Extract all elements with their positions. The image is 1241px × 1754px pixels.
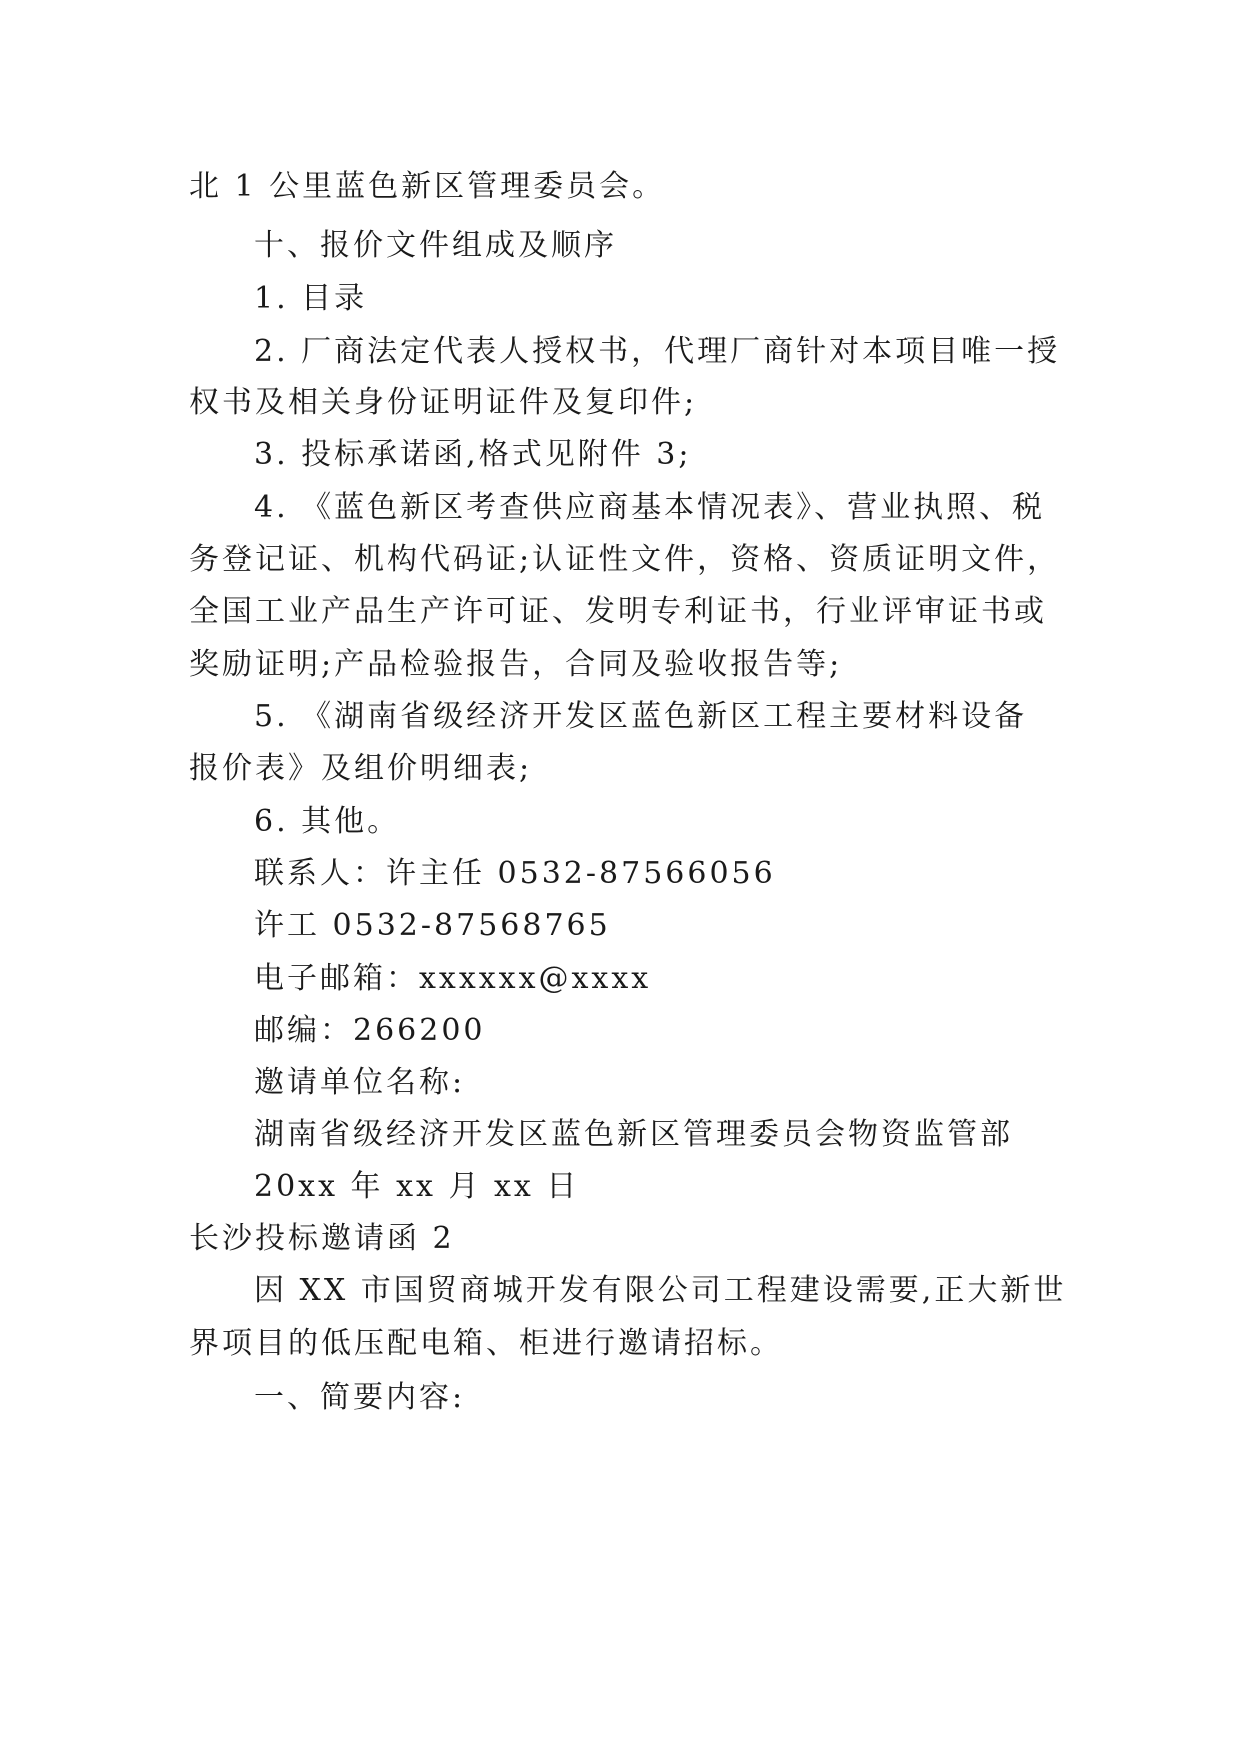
organization-name: 湖南省级经济开发区蓝色新区管理委员会物资监管部 (254, 1117, 1013, 1152)
text-line: 权书及相关身份证明证件及复印件; (189, 385, 698, 420)
email-line: 电子邮箱：xxxxxx@xxxx (254, 961, 652, 996)
date-line: 20xx 年 xx 月 xx 日 (254, 1169, 580, 1204)
section-heading: 一、简要内容: (254, 1380, 466, 1415)
list-item: 2. 厂商法定代表人授权书，代理厂商针对本项目唯一授 (254, 334, 1061, 369)
list-item: 6. 其他。 (254, 804, 401, 839)
contact-person: 许工 0532-87568765 (254, 908, 611, 943)
organization-label: 邀请单位名称: (254, 1065, 466, 1100)
list-item: 1. 目录 (254, 281, 368, 316)
text-line: 因 XX 市国贸商城开发有限公司工程建设需要,正大新世 (254, 1273, 1067, 1308)
contact-person: 联系人：许主任 0532-87566056 (254, 856, 776, 891)
text-line: 务登记证、机构代码证;认证性文件，资格、资质证明文件， (189, 542, 1061, 577)
list-item: 3. 投标承诺函,格式见附件 3; (254, 437, 692, 472)
document-title: 长沙投标邀请函 2 (189, 1221, 455, 1256)
text-line: 北 1 公里蓝色新区管理委员会。 (189, 169, 666, 204)
postcode-line: 邮编：266200 (254, 1013, 486, 1048)
text-line: 奖励证明;产品检验报告，合同及验收报告等; (189, 647, 843, 682)
text-line: 报价表》及组价明细表; (189, 751, 533, 786)
text-line: 全国工业产品生产许可证、发明专利证书，行业评审证书或 (189, 594, 1047, 629)
list-item: 5. 《湖南省级经济开发区蓝色新区工程主要材料设备 (254, 699, 1028, 734)
section-heading: 十、报价文件组成及顺序 (254, 228, 617, 263)
text-line: 界项目的低压配电箱、柜进行邀请招标。 (189, 1326, 783, 1361)
list-item: 4. 《蓝色新区考查供应商基本情况表》、营业执照、税 (254, 490, 1046, 525)
